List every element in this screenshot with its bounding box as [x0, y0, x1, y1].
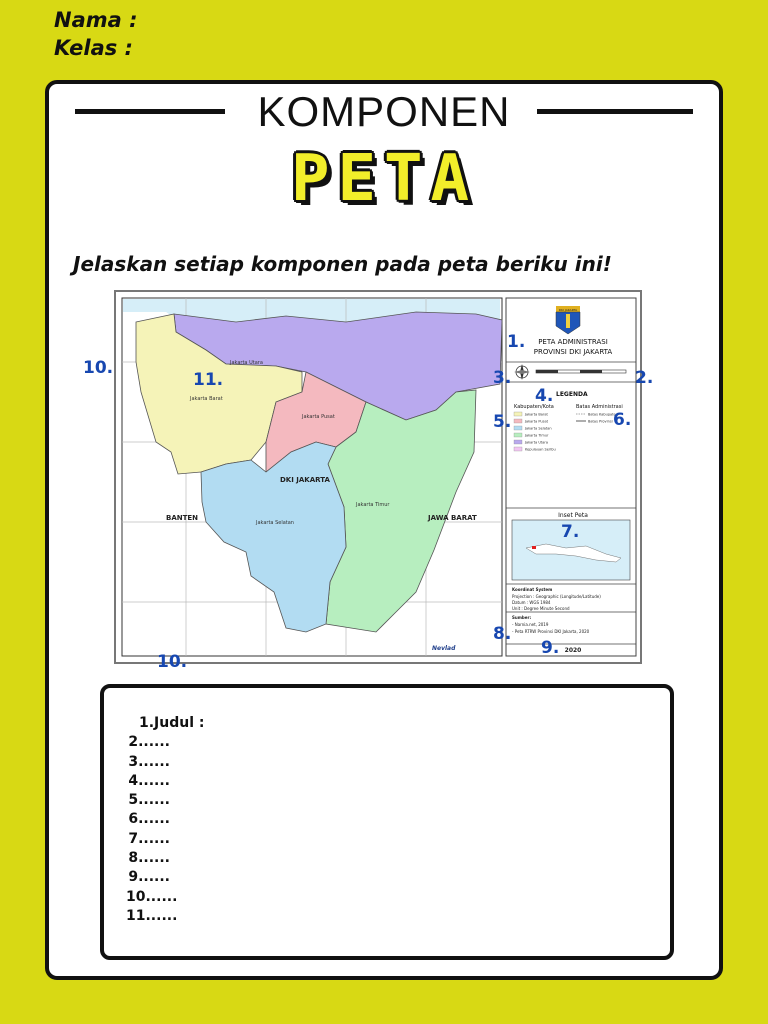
inset-location-marker: [532, 546, 536, 549]
title-peta: PETA: [290, 142, 478, 216]
map-image: [114, 290, 642, 664]
marker-10-bottom: 10.: [157, 652, 188, 672]
region-label: Jakarta Utara: [230, 360, 263, 366]
title-komponen: KOMPONEN: [257, 88, 511, 135]
marker-7: 7.: [561, 522, 580, 542]
area-label: JAWA BARAT: [428, 514, 477, 522]
marker-6: 6.: [613, 410, 632, 430]
legend-item: Jakarta Timur: [525, 433, 549, 438]
answer-row-11: 11......: [126, 907, 178, 924]
class-label: Kelas :: [54, 36, 133, 60]
legend-item: Jakarta Selatan: [525, 426, 552, 431]
map-credit: Nevlad: [432, 645, 456, 652]
answer-row-1: 1.Judul :: [139, 715, 205, 731]
inset-title: Inset Peta: [558, 512, 588, 519]
scale-bar: [536, 370, 626, 373]
coord-title: Koordinat System: [512, 587, 553, 592]
boundary-item: Batas Kabupaten: [588, 412, 618, 417]
marker-3: 3.: [493, 368, 512, 388]
logo-text: DKI JAKARTA: [558, 308, 578, 312]
answer-row-9: 9......: [128, 869, 170, 886]
marker-2: 2.: [635, 368, 654, 388]
map-title-line2: PROVINSI DKI JAKARTA: [533, 348, 613, 356]
instruction-text: Jelaskan setiap komponen pada peta beriku ini!: [73, 252, 612, 276]
marker-9: 9.: [541, 638, 560, 658]
legend-item: Jakarta Pusat: [525, 419, 548, 424]
legend-col2: Batas Administrasi: [576, 404, 623, 410]
answer-row-2: 2......: [128, 734, 170, 751]
marker-5: 5.: [493, 412, 512, 432]
answer-row-7: 7......: [128, 830, 170, 847]
coord-line: Unit : Degree Minute Second: [512, 606, 570, 611]
source-title: Sumber:: [512, 615, 532, 620]
coord-line: Projection : Geographic (Longitude/Latitude): [512, 594, 601, 599]
boundary-item: Batas Provinsi: [588, 419, 613, 424]
answer-row-3: 3......: [128, 753, 170, 770]
map-title-line1: PETA ADMINISTRASI: [538, 338, 608, 346]
marker-10-side: 10.: [83, 358, 114, 378]
legend-item: Kepulauan Seribu: [525, 447, 556, 452]
marker-4: 4.: [535, 386, 554, 406]
worksheet-card: [45, 80, 723, 980]
source-line: - Narnia.net, 2019: [512, 622, 549, 627]
area-label: BANTEN: [166, 514, 199, 522]
area-label: DKI JAKARTA: [280, 476, 330, 484]
source-line: - Peta RTRW Provinsi DKI Jakarta, 2020: [512, 629, 590, 634]
region-label: Jakarta Pusat: [302, 414, 335, 420]
region-label: Jakarta Timur: [356, 502, 390, 508]
answer-row-5: 5......: [128, 792, 170, 809]
marker-1: 1.: [507, 332, 526, 352]
name-label: Nama :: [54, 8, 138, 32]
legend-item: Jakarta Barat: [525, 412, 548, 417]
answer-list: [126, 714, 205, 926]
marker-8: 8.: [493, 624, 512, 644]
region-label: Jakarta Barat: [190, 396, 223, 402]
legend-item: Jakarta Utara: [525, 440, 549, 445]
answer-box: [100, 684, 674, 960]
region-label: Jakarta Selatan: [256, 520, 294, 526]
marker-11: 11.: [193, 370, 224, 390]
answer-row-6: 6......: [128, 811, 170, 828]
answer-row-10: 10......: [126, 888, 178, 905]
map-svg: [116, 292, 640, 662]
answer-row-8: 8......: [128, 850, 170, 867]
student-info: [54, 6, 138, 62]
answer-row-4: 4......: [128, 772, 170, 789]
legend-title: LEGENDA: [556, 391, 588, 398]
coord-line: Datum : WGS 1984: [512, 600, 551, 605]
map-year: 2020: [564, 647, 582, 654]
legend-col1: Kabupaten/Kota: [514, 404, 554, 410]
